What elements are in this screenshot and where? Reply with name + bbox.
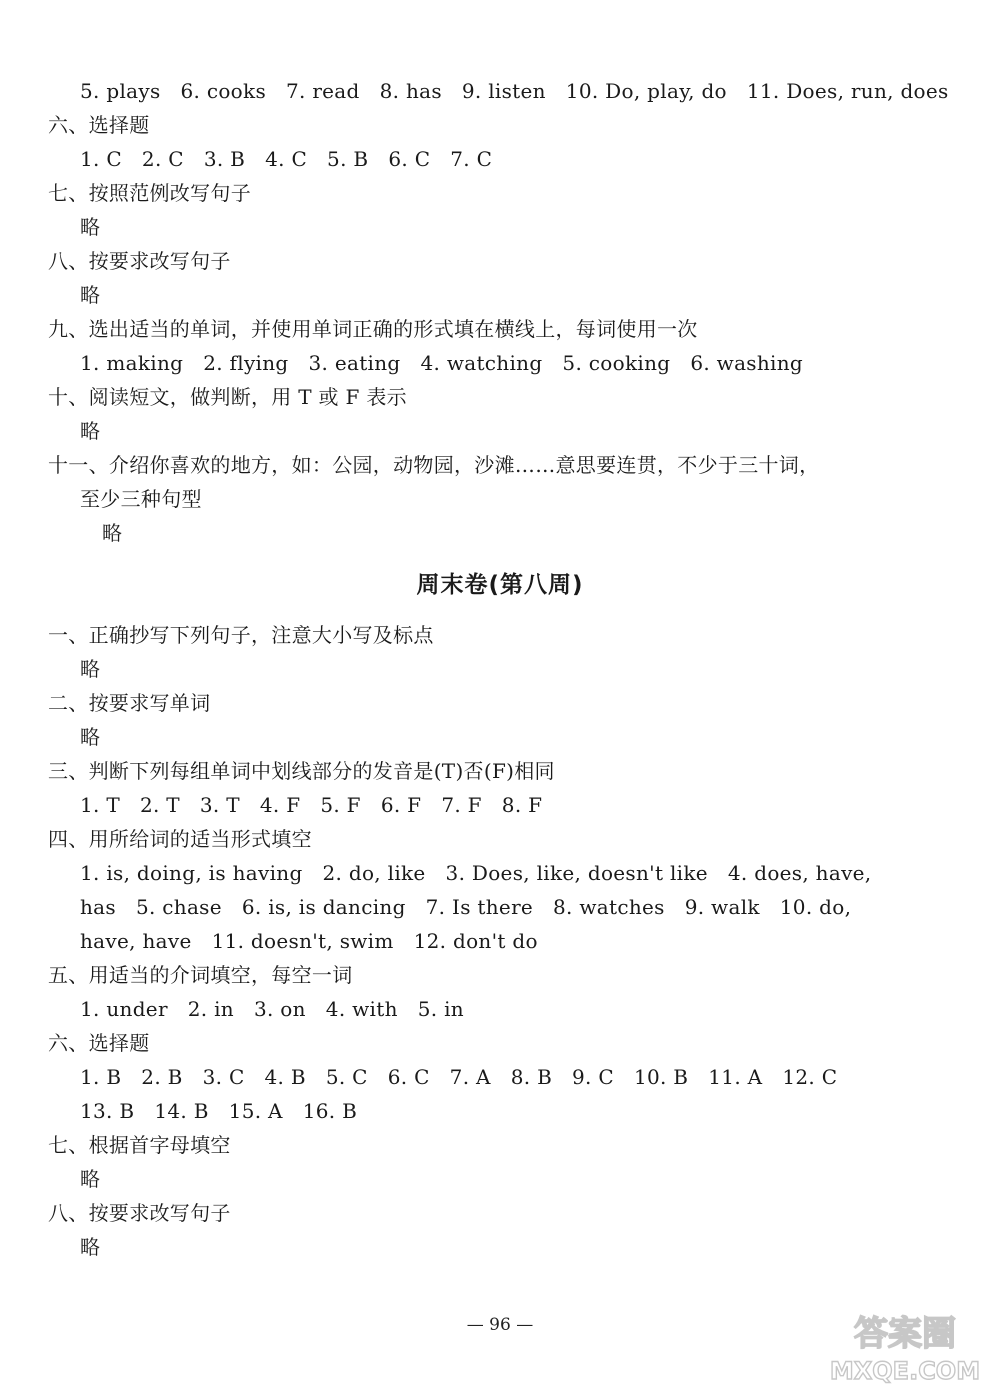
answer-line-9: 1. making 2. flying 3. eating 4. watching 5. cooking 6. washing	[80, 351, 804, 375]
p2-heading-6: 六、选择题	[48, 1031, 150, 1055]
answer-line-11: 略	[102, 521, 123, 545]
section-heading-6: 六、选择题	[48, 113, 150, 137]
section-heading-7: 七、按照范例改写句子	[48, 181, 251, 205]
answer-line-fill: 5. plays 6. cooks 7. read 8. has 9. listen 10. Do, play, do 11. Does, run, does	[80, 79, 949, 103]
answer-line-6: 1. C 2. C 3. B 4. C 5. B 6. C 7. C	[80, 147, 493, 171]
watermark-logo	[820, 1303, 990, 1388]
p2-heading-5: 五、用适当的介词填空，每空一词	[48, 963, 353, 987]
p2-heading-8: 八、按要求改写句子	[48, 1201, 231, 1225]
section-title: 周末卷(第八周)	[416, 572, 584, 598]
p2-heading-2: 二、按要求写单词	[48, 691, 211, 715]
p2-answer-1: 略	[80, 657, 101, 681]
p2-heading-7: 七、根据首字母填空	[48, 1133, 231, 1157]
p2-answer-2: 略	[80, 725, 101, 749]
answer-line-8: 略	[80, 283, 101, 307]
section-heading-11: 十一、介绍你喜欢的地方，如：公园，动物园，沙滩……意思要连贯，不少于三十词，	[48, 453, 820, 477]
p2-answer-8: 略	[80, 1235, 101, 1259]
watermark-bottom-text: MXQE.COM	[829, 1357, 981, 1385]
section-heading-8: 八、按要求改写句子	[48, 249, 231, 273]
p2-heading-4: 四、用所给词的适当形式填空	[48, 827, 312, 851]
p2-answer-4-line1: 1. is, doing, is having 2. do, like 3. Does, like, doesn't like 4. does, have,	[80, 861, 872, 885]
p2-answer-4-line3: have, have 11. doesn't, swim 12. don't do	[80, 929, 538, 953]
p2-heading-3: 三、判断下列每组单词中划线部分的发音是(T)否(F)相同	[48, 759, 555, 783]
p2-heading-1: 一、正确抄写下列句子，注意大小写及标点	[48, 623, 434, 647]
section-heading-11-cont: 至少三种句型	[80, 487, 202, 511]
p2-answer-7: 略	[80, 1167, 101, 1191]
p2-answer-4-line2: has 5. chase 6. is, is dancing 7. Is there 8. watches 9. walk 10. do,	[80, 895, 852, 919]
watermark-top-text: 答案圈	[854, 1314, 956, 1354]
p2-answer-3: 1. T 2. T 3. T 4. F 5. F 6. F 7. F 8. F	[80, 793, 543, 817]
p2-answer-5: 1. under 2. in 3. on 4. with 5. in	[80, 997, 464, 1021]
p2-answer-6-line2: 13. B 14. B 15. A 16. B	[80, 1099, 358, 1123]
section-heading-10: 十、阅读短文，做判断，用 T 或 F 表示	[48, 385, 407, 409]
p2-answer-6-line1: 1. B 2. B 3. C 4. B 5. C 6. C 7. A 8. B 9. C 10. B 11. A 12. C	[80, 1065, 838, 1089]
answer-line-10: 略	[80, 419, 101, 443]
page-number: — 96 —	[466, 1315, 534, 1335]
answer-line-7: 略	[80, 215, 101, 239]
section-heading-9: 九、选出适当的单词，并使用单词正确的形式填在横线上，每词使用一次	[48, 317, 698, 341]
